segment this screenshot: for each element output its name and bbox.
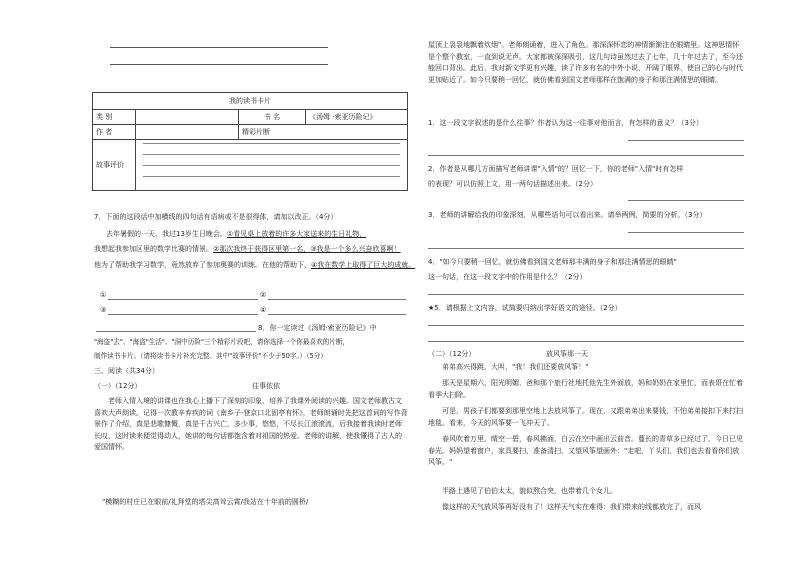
- reading-card-table: [92, 92, 408, 191]
- category-label: 类 别: [93, 110, 136, 125]
- q7-text-plain: 我想起我参加区里的数学比赛的情景。: [94, 245, 213, 253]
- blank-1-line[interactable]: [108, 299, 258, 300]
- question-8-text: "海盗"去"、"海盗"生活"、"洞中历险"三个精彩片段吧，请你选择一个你最喜欢的片断，: [94, 338, 350, 346]
- question-8: 8．你一定读过《汤姆·索亚历险记》中: [258, 324, 377, 332]
- answer-line[interactable]: [428, 248, 744, 249]
- blank-3-label: ③: [100, 306, 107, 314]
- question-3: 3．老师的讲解给我的印象深刻，从哪些语句可以看出来。请举两例，简要的分析。（3分）: [428, 211, 707, 219]
- passage-2-para-4: 春风吹着万里，晴空一碧，春风拂面，白云在空中画出云前音。蔓长的青草多已经过了，今日已见春光。妈妈望着窗户，家具要扫，准备清扫，又望风筝望画外："走吧，丫头们，我们也去看看你们放风筝。": [428, 435, 743, 466]
- book-label: 书 名: [239, 110, 306, 125]
- passage-2-para-6: 像这样的天气放风筝再好没有了！这样天气实在难得：我们带来的线都放完了，而风: [442, 503, 701, 511]
- blank-1-label: ①: [100, 291, 107, 299]
- answer-line[interactable]: [428, 325, 744, 326]
- passage-2-para-3: 可是，男孩子们都要到那里空地上去放风筝了。现在，又跟弟弟出来要钱，不怕弟弟接扣下来打扫地毯。看来，今天的风筝要一飞冲天了。: [428, 407, 743, 427]
- passage-2-para-2: 那天是星期六，阳光明媚，爸和那个旅行社地托他先生外面放，妈和奶奶在家里忙，而表哥在忙着看季大扫除。: [428, 379, 743, 399]
- q7-sentence-1: ①看见桌上放着的许多大家送来的生日礼物，: [226, 230, 367, 238]
- q7-sentence-4: ④我在数学上取得了巨大的成就。: [311, 261, 416, 269]
- question-5: ★5．请根据上文内容，试简要归纳出学好语文的途径。（2分）: [428, 304, 622, 312]
- passage-1-continued: 屋顶上袅袅地飘着炊烟"。老师朗诵着，进入了角色。那深深怀恋的神情渐渐注在眼睛里。这神思情怀是个整个教室，一直到说无声。大家都被深深吸引，这几句诗虽然过去了七年，几十年过去了，至今还能回口背出。此后，我对新文学更有兴趣，读了许多有名的中外小说，开阔了眼界，使自己的心与时代更加贴近了。如今只要稍一回忆，就仿佛看到国文老师那样在饱满的身子和那注满情思的眼睛。: [428, 41, 743, 84]
- answer-line[interactable]: [428, 294, 744, 295]
- author-label: 作 者: [93, 125, 136, 140]
- passage-2-para-1: 弟弟高兴得跳，大叫，"我！我们还要放风筝！": [442, 363, 589, 371]
- blank-3-line[interactable]: [108, 314, 258, 315]
- part-1-label: （一）（12分）: [94, 382, 142, 390]
- answer-line[interactable]: [110, 47, 328, 48]
- question-4-text: 这一句话，在这一段文字中的作用是什么？（2分）: [428, 273, 587, 281]
- answer-line[interactable]: [428, 155, 744, 156]
- q7-sentence-2-3: ②那次我终于获得区里第一名，③我是一个多么兴奋欣喜啊！: [213, 245, 401, 253]
- question-2-text: 的表现？可以仿照上文，用一两句话描述出来。（2分）: [428, 180, 597, 188]
- question-4: 4．"如今只要稍一回忆，就仿佛看到国文老师那丰满的身子和那注满情思的眼睛": [428, 258, 677, 266]
- category-field[interactable]: [136, 110, 239, 125]
- book-value: 《汤姆 ·索亚历险记》: [306, 110, 408, 125]
- part-1-title: 往事依依: [252, 382, 280, 390]
- question-7: 7．下面的这段话中加横线的四句话有语病或不是很得体，请加以改正。（4分）: [94, 213, 338, 221]
- question-1: 1．这一段文字叙述的是什么往事？作者认为这一往事对他而言，有怎样的意义？（3分）: [428, 119, 703, 127]
- blank-4-label: ④: [260, 306, 267, 314]
- review-field[interactable]: [136, 140, 408, 191]
- blank-2-label: ②: [260, 291, 267, 299]
- excerpt-label: 精彩片断: [239, 125, 408, 140]
- answer-line[interactable]: [628, 232, 744, 233]
- q7-text: [94, 261, 415, 270]
- question-2: 2．作者是从哪几方面描写老师讲课"入情"的？回忆一下，你的老师"入情"时有怎样: [428, 165, 684, 173]
- passage-1-text: 老师入情入境的讲课也在我心上播下了深刻的印象，培养了我课外阅读的兴趣。国文老师教古文喜欢大声朗读。记得一次教辛弃疾的词《南乡子·登京口北固亭有怀》，老师朗诵时先把这首词的写作背景作了介绍，真是悲歌慷慨，真是千古兴亡，多少事，悠悠，不尽长江滚滚流，后我接着我读时老师长叹，这时读来便觉得动人，她讲的每句话都饱含着对祖国的热爱。老师的讲解，使我懂得了古人的爱国情怀。: [94, 397, 408, 451]
- review-label: 故事评价: [93, 140, 136, 191]
- q7-text-plain: 他为了帮助我学习数学，竟然放弃了参加奥赛的训练。在他的帮助下，: [94, 261, 311, 269]
- q7-answer-line[interactable]: [96, 331, 256, 332]
- question-8-text: 制作读书卡片。（请将读书卡片补充完整。其中"故事评价"不少于50字。）（5分）: [94, 352, 327, 360]
- q7-text-plain: 去年暑假的一天，我过13岁生日晚会。: [106, 230, 227, 238]
- answer-line[interactable]: [628, 200, 744, 201]
- section-3-heading: 三、阅读（共34分）: [94, 367, 159, 375]
- blank-2-line[interactable]: [268, 299, 406, 300]
- q7-text: [106, 230, 366, 239]
- answer-line[interactable]: [110, 64, 328, 65]
- card-title: 我的读书卡片: [93, 93, 408, 110]
- part-2-label: （二）（12分）: [428, 350, 476, 358]
- passage-2-para-5: 半路上遇见了伯伯太太，貌似熬合突，也带着几个女儿。: [442, 487, 617, 495]
- answer-line[interactable]: [628, 140, 744, 141]
- author-field[interactable]: [136, 125, 239, 140]
- q7-text: [94, 245, 401, 254]
- passage-1-poem: "模糊的村庄已在眼前/礼拜堂的塔尖高耸云霄/我站在十年前的圆桥/: [102, 498, 309, 506]
- part-2-title: 放风筝那一天: [546, 350, 588, 358]
- blank-4-line[interactable]: [268, 314, 406, 315]
- answer-line[interactable]: [428, 341, 744, 342]
